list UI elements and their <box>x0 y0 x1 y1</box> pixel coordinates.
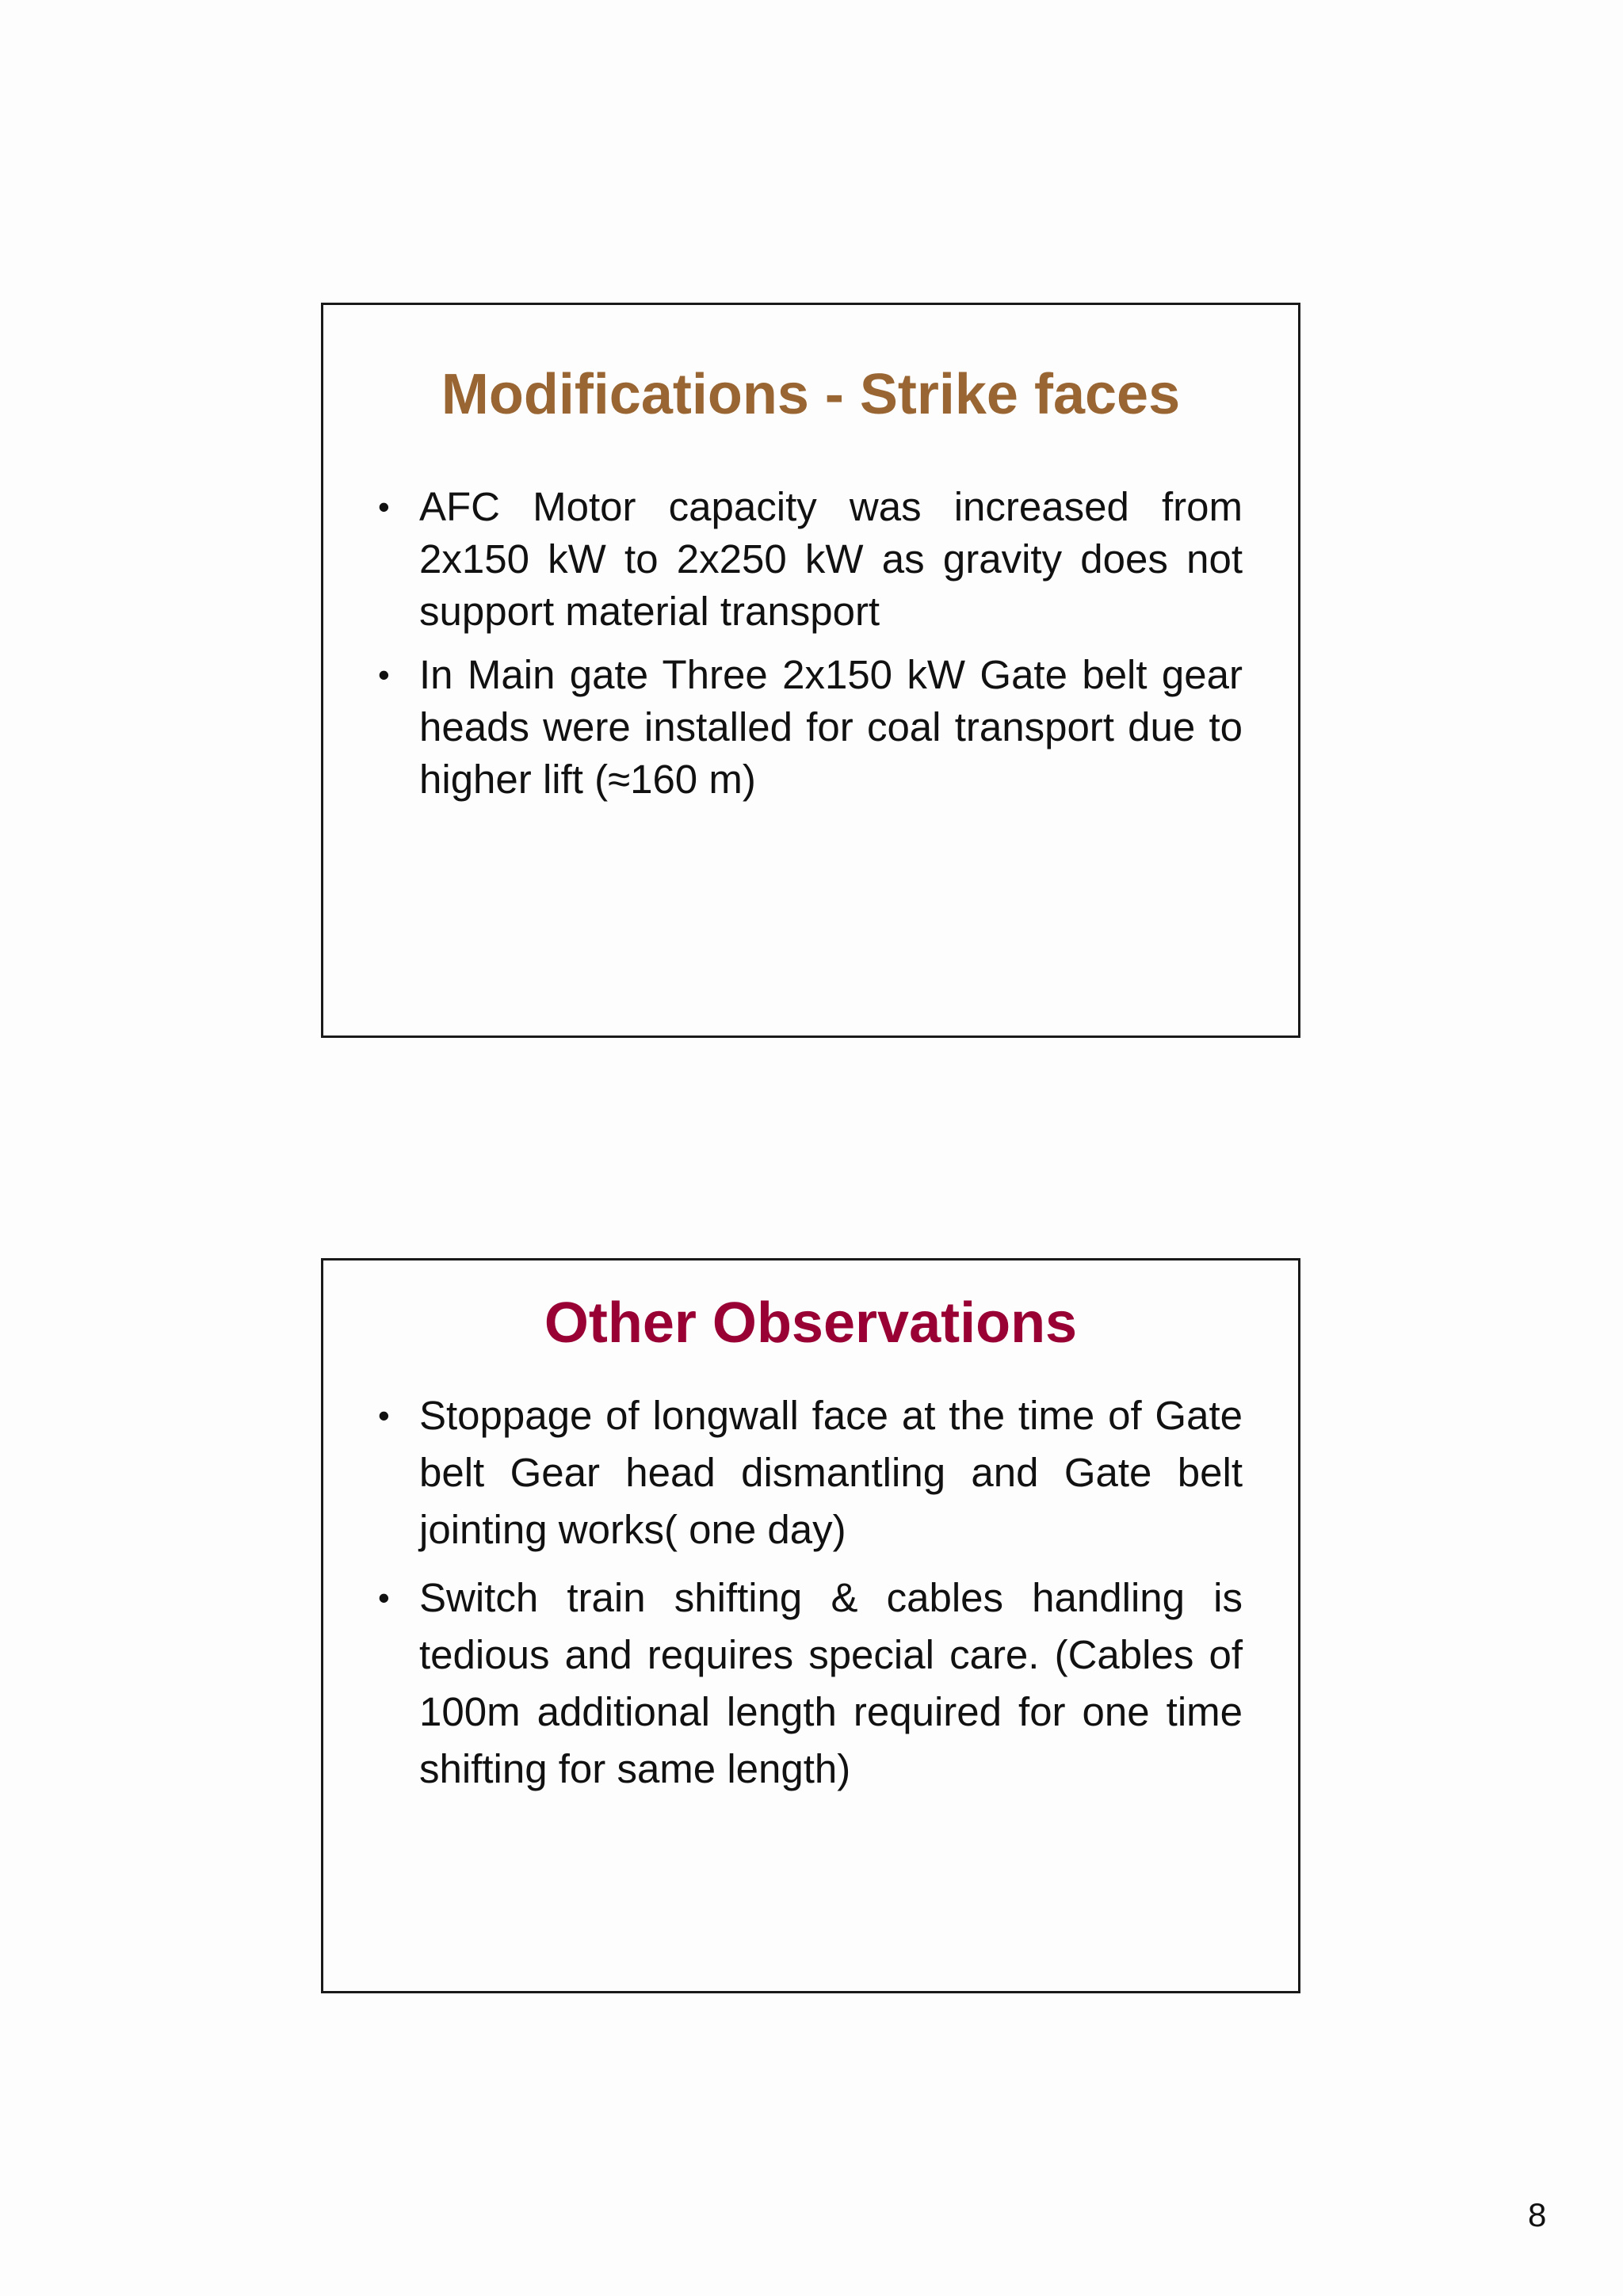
bullet-icon: • <box>378 656 390 693</box>
bullet-text: Switch train shifting & cables handling is tedious and requires special care. (Cables of 100m additional length required for one time shifting for same length) <box>419 1575 1243 1791</box>
bullet-icon: • <box>378 1397 390 1434</box>
page-number: 8 <box>1528 2196 1547 2233</box>
bullet-item <box>323 1569 1298 1798</box>
slide-modifications <box>321 303 1300 1038</box>
bullet-text: In Main gate Three 2x150 kW Gate belt gear heads were installed for coal transport due to higher lift (≈160 m) <box>419 652 1243 802</box>
bullet-text: AFC Motor capacity was increased from 2x150 kW to 2x250 kW as gravity does not support material transport <box>419 484 1243 634</box>
bullet-item <box>323 649 1298 806</box>
bullet-icon: • <box>378 1579 390 1616</box>
bullet-list <box>323 481 1298 817</box>
bullet-item <box>323 1387 1298 1558</box>
slide-title: Modifications - Strike faces <box>441 363 1181 426</box>
bullet-icon: • <box>378 488 390 525</box>
slide-title: Other Observations <box>544 1291 1078 1355</box>
slide-other-observations <box>321 1258 1300 1993</box>
bullet-item <box>323 481 1298 638</box>
bullet-text: Stoppage of longwall face at the time of Gate belt Gear head dismantling and Gate belt jointing works( one day) <box>419 1393 1243 1552</box>
bullet-list <box>323 1387 1298 1809</box>
